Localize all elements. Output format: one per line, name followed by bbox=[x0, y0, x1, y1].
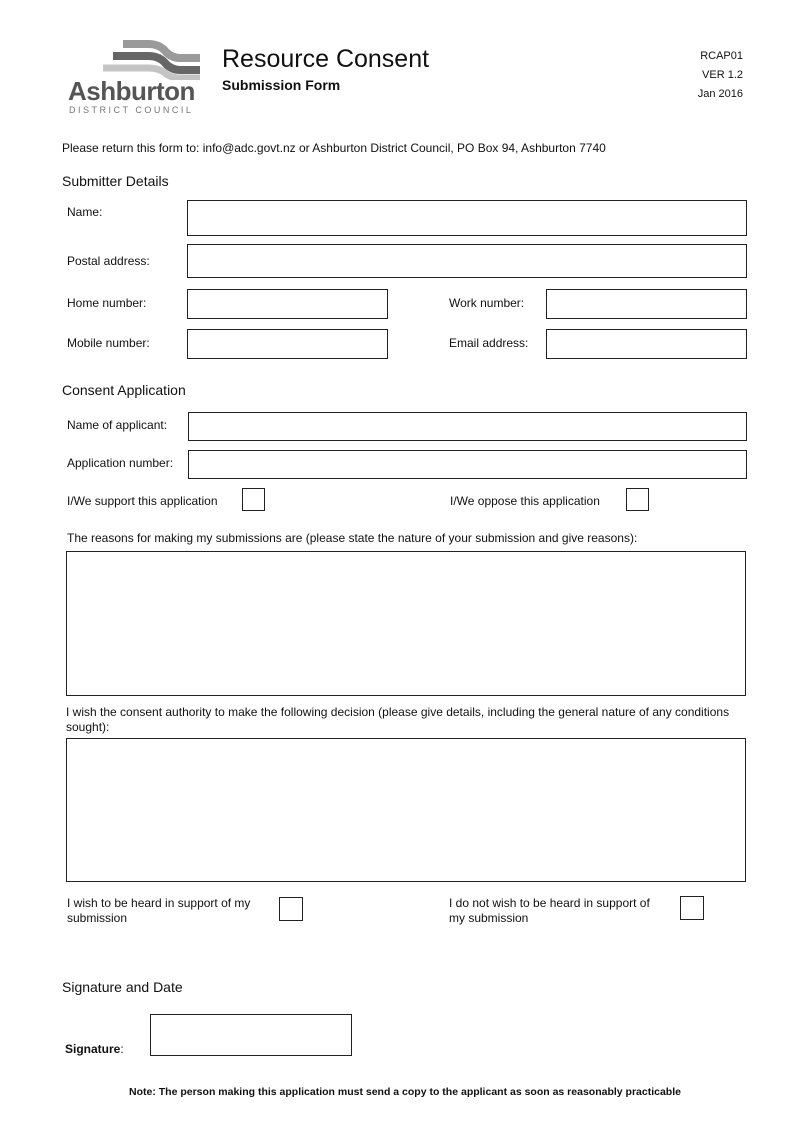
email-label: Email address: bbox=[449, 336, 529, 350]
decision-textarea[interactable] bbox=[66, 738, 746, 882]
heard-label: I wish to be heard in support of my submission bbox=[67, 896, 251, 925]
email-field[interactable] bbox=[546, 329, 747, 359]
signature-label-text: Signature bbox=[65, 1042, 121, 1056]
page-subtitle: Submission Form bbox=[222, 77, 341, 93]
form-date: Jan 2016 bbox=[697, 88, 743, 100]
oppose-label: I/We oppose this application bbox=[450, 494, 600, 508]
not-heard-label: I do not wish to be heard in support of my submission bbox=[449, 896, 650, 925]
applicant-label: Name of applicant: bbox=[67, 418, 168, 432]
reasons-label: The reasons for making my submissions are (please state the nature of your submission and give reasons): bbox=[67, 531, 638, 545]
logo-name: Ashburton bbox=[68, 76, 195, 106]
mobile-label: Mobile number: bbox=[67, 336, 150, 350]
heard-checkbox[interactable] bbox=[279, 897, 303, 921]
home-label: Home number: bbox=[67, 296, 147, 310]
postal-address-field[interactable] bbox=[187, 244, 747, 278]
name-field[interactable] bbox=[187, 200, 747, 236]
page-title: Resource Consent bbox=[222, 45, 430, 73]
appnum-label: Application number: bbox=[67, 456, 174, 470]
work-label: Work number: bbox=[449, 296, 525, 310]
oppose-checkbox[interactable] bbox=[626, 488, 649, 511]
signature-colon: : bbox=[120, 1042, 124, 1056]
signature-label bbox=[65, 1042, 124, 1056]
return-instructions: Please return this form to: info@adc.govt.nz or Ashburton District Council, PO Box 94, Ashburton 7740 bbox=[62, 141, 606, 155]
submitter-heading: Submitter Details bbox=[62, 173, 169, 189]
logo bbox=[68, 38, 203, 113]
logo-subtitle: DISTRICT COUNCIL bbox=[69, 105, 194, 115]
home-number-field[interactable] bbox=[187, 289, 388, 319]
applicant-name-field[interactable] bbox=[188, 412, 747, 441]
footer-note: Note: The person making this application must send a copy to the applicant as soon as reasonably practicable bbox=[129, 1086, 681, 1098]
name-label: Name: bbox=[67, 205, 103, 219]
postal-label: Postal address: bbox=[67, 254, 150, 268]
signature-field[interactable] bbox=[150, 1014, 352, 1056]
signature-heading: Signature and Date bbox=[62, 979, 183, 995]
consent-heading: Consent Application bbox=[62, 382, 186, 398]
decision-label: I wish the consent authority to make the following decision (please give details, including the general nature of any conditions sought): bbox=[66, 705, 730, 734]
logo-waves-icon bbox=[68, 38, 203, 80]
support-label: I/We support this application bbox=[67, 494, 218, 508]
form-version: VER 1.2 bbox=[702, 69, 743, 81]
application-number-field[interactable] bbox=[188, 450, 747, 479]
support-checkbox[interactable] bbox=[242, 488, 265, 511]
work-number-field[interactable] bbox=[546, 289, 747, 319]
reasons-textarea[interactable] bbox=[66, 551, 746, 696]
mobile-number-field[interactable] bbox=[187, 329, 388, 359]
not-heard-checkbox[interactable] bbox=[680, 896, 704, 920]
form-code: RCAP01 bbox=[700, 50, 743, 62]
